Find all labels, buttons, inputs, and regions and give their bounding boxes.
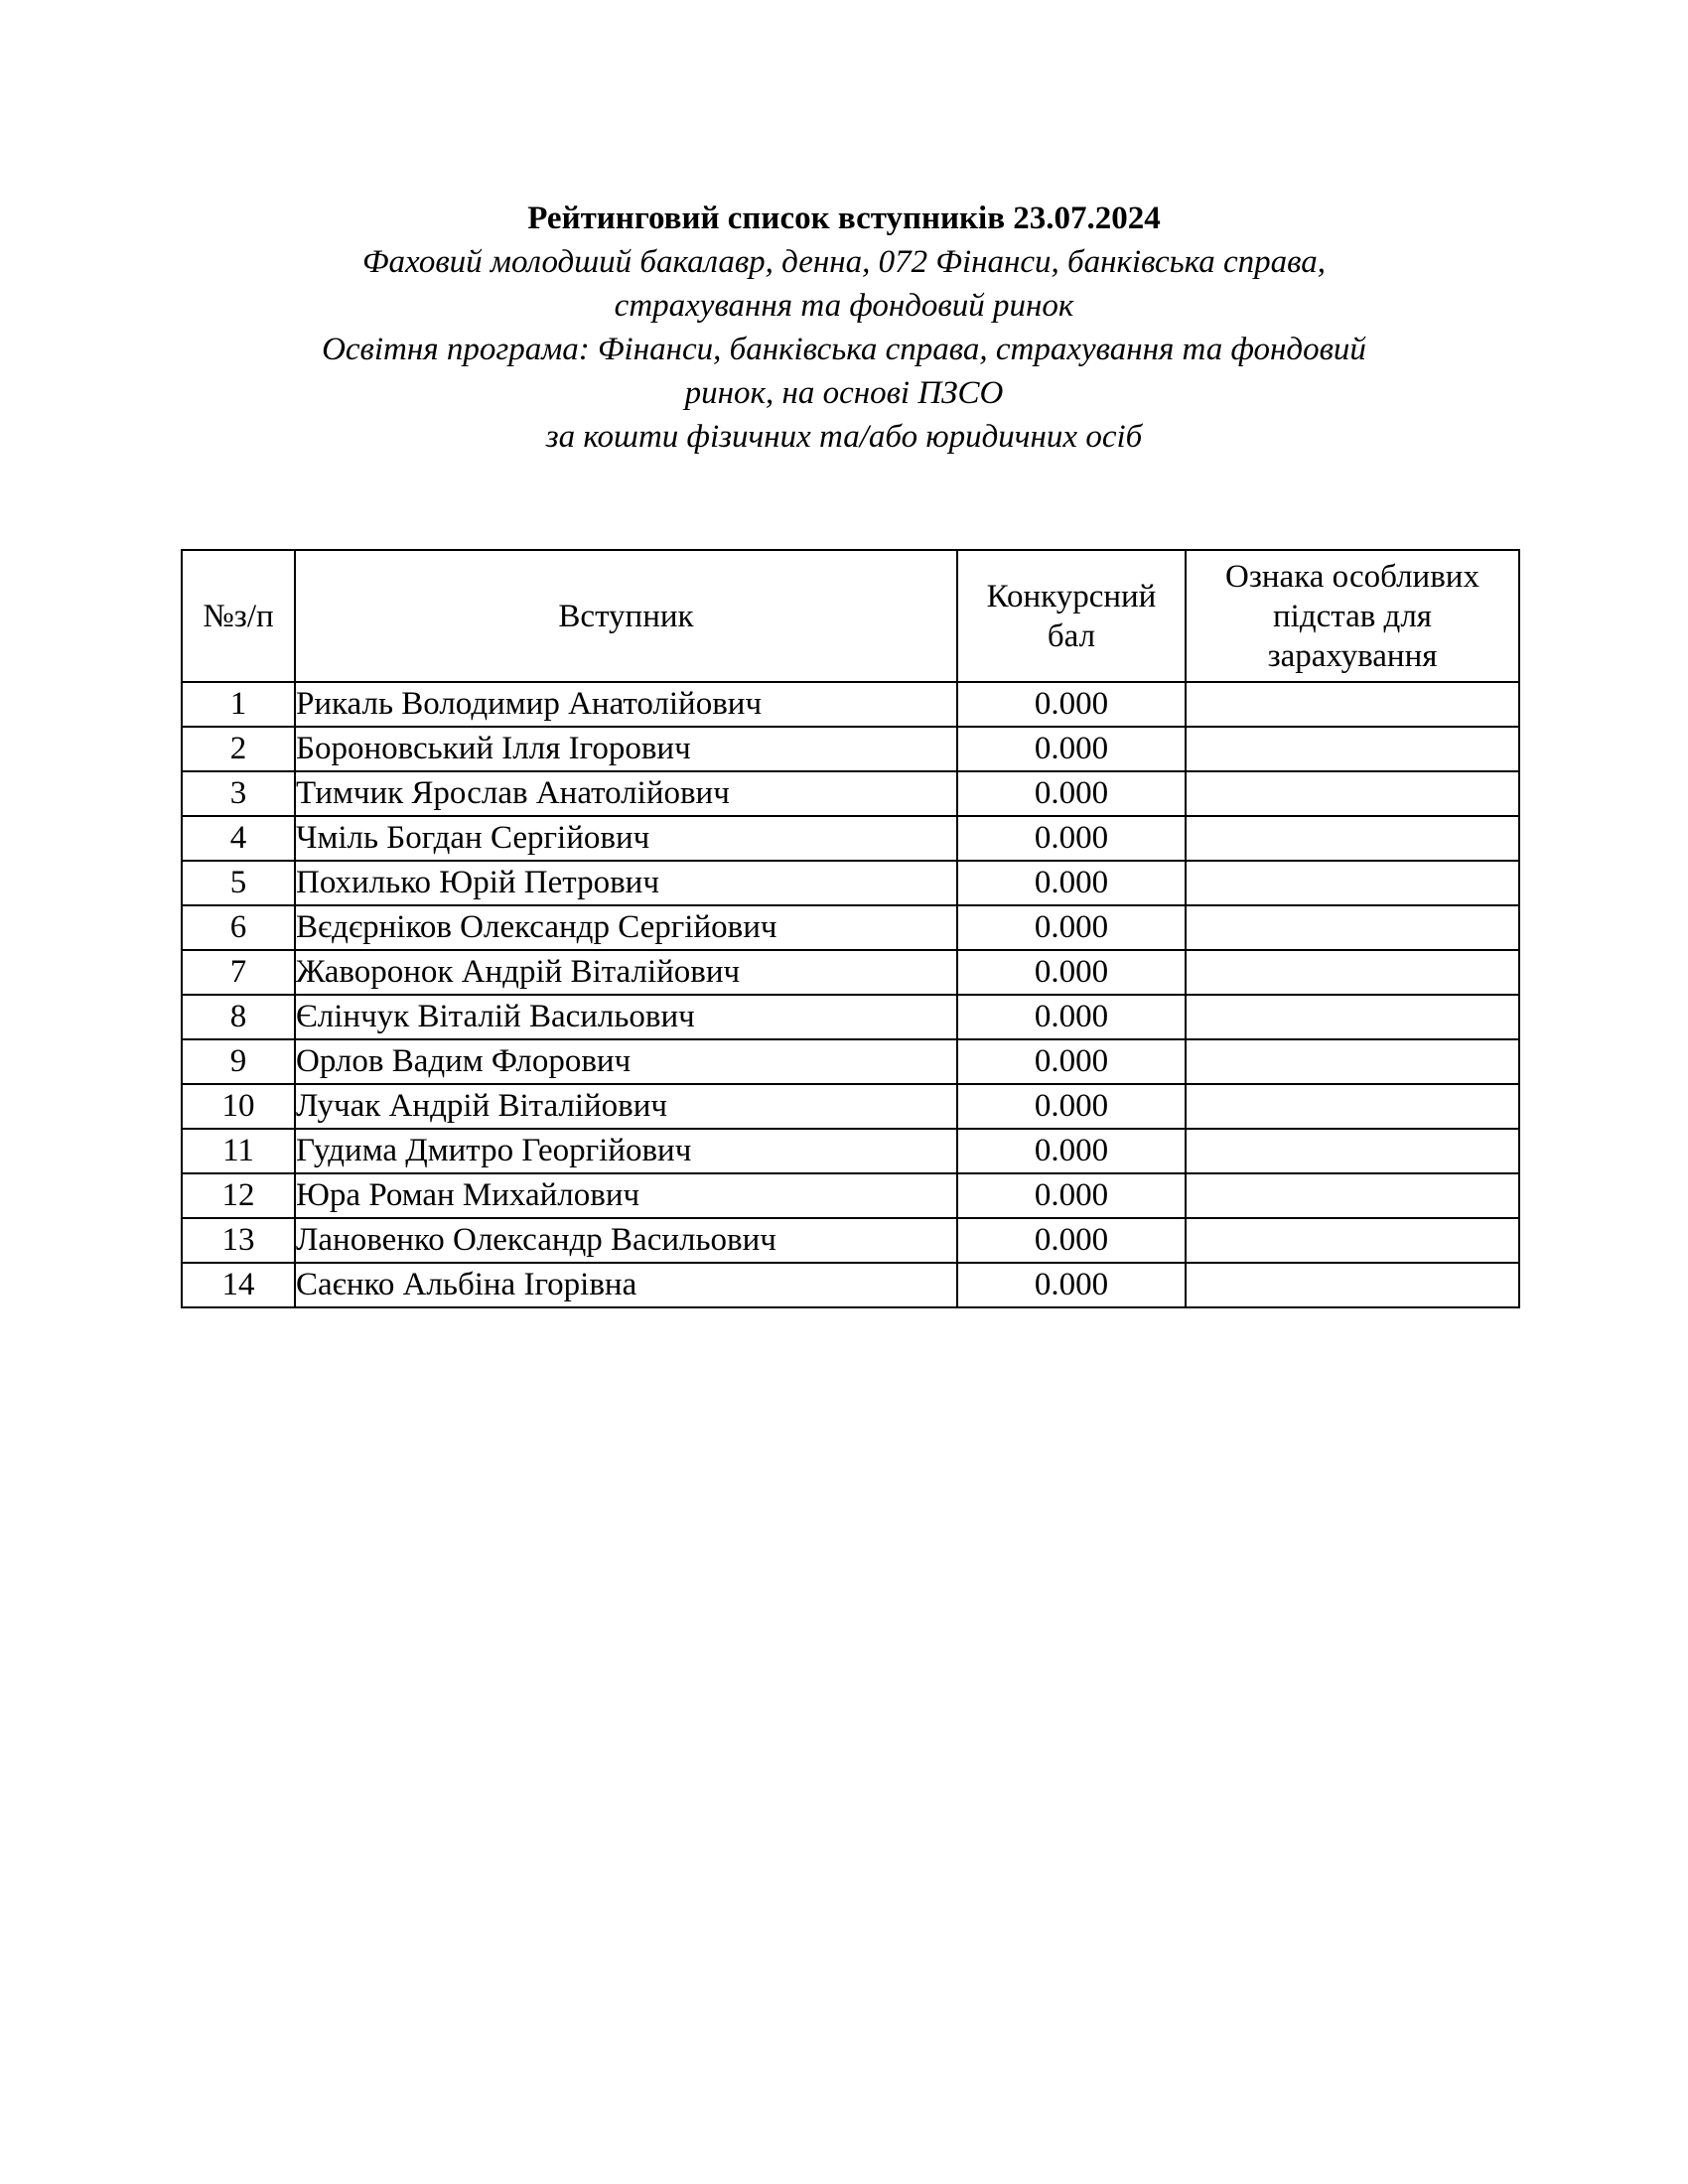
table-body [182, 682, 1519, 1307]
table-row [182, 861, 1519, 905]
special-grounds-mark [1186, 1218, 1519, 1263]
special-grounds-mark [1186, 682, 1519, 727]
header-score [957, 550, 1186, 682]
special-grounds-mark [1186, 950, 1519, 995]
row-number: 14 [182, 1263, 295, 1307]
applicant-name: Лучак Андрій Віталійович [295, 1084, 957, 1129]
table-row [182, 682, 1519, 727]
header-number [182, 550, 295, 682]
header-score-label: бал [1047, 617, 1096, 654]
competitive-score: 0.000 [957, 727, 1186, 771]
header-applicant-label: Вступник [558, 598, 694, 634]
table-header-row [182, 550, 1519, 682]
subtitle-line: ринок, на основі ПЗСО [684, 375, 1004, 411]
header-special-grounds-label: зарахування [1267, 637, 1438, 674]
special-grounds-mark [1186, 1129, 1519, 1173]
competitive-score: 0.000 [957, 950, 1186, 995]
competitive-score: 0.000 [957, 1218, 1186, 1263]
competitive-score: 0.000 [957, 1129, 1186, 1173]
row-number: 5 [182, 861, 295, 905]
header-score-label: Конкурсний [986, 578, 1157, 614]
table-row [182, 905, 1519, 950]
page-title: Рейтинговий список вступників 23.07.2024 [527, 201, 1161, 236]
applicant-name: Жаворонок Андрій Віталійович [295, 950, 957, 995]
competitive-score: 0.000 [957, 861, 1186, 905]
competitive-score: 0.000 [957, 1173, 1186, 1218]
subtitle-line: страхування та фондовий ринок [614, 288, 1074, 324]
header-special-grounds-label: підстав для [1272, 598, 1432, 634]
row-number: 3 [182, 771, 295, 816]
subtitle-line: Освітня програма: Фінанси, банківська справа, страхування та фондовий [322, 332, 1366, 367]
applicant-name: Похилько Юрій Петрович [295, 861, 957, 905]
competitive-score: 0.000 [957, 995, 1186, 1039]
header-special-grounds-label: Ознака особливих [1225, 558, 1479, 595]
subtitle-line: за кошти фізичних та/або юридичних осіб [545, 419, 1143, 455]
applicant-name: Орлов Вадим Флорович [295, 1039, 957, 1084]
competitive-score: 0.000 [957, 1263, 1186, 1307]
table-row [182, 1084, 1519, 1129]
competitive-score: 0.000 [957, 771, 1186, 816]
header-applicant [295, 550, 957, 682]
applicant-name: Лановенко Олександр Васильович [295, 1218, 957, 1263]
special-grounds-mark [1186, 1039, 1519, 1084]
applicant-name: Вєдєрніков Олександр Сергійович [295, 905, 957, 950]
row-number: 1 [182, 682, 295, 727]
document-header [0, 197, 1688, 459]
competitive-score: 0.000 [957, 682, 1186, 727]
competitive-score: 0.000 [957, 816, 1186, 861]
subtitle-line: Фаховий молодший бакалавр, денна, 072 Фінанси, банківська справа, [361, 244, 1327, 280]
header-number-label: №з/п [203, 598, 274, 634]
table-row [182, 1129, 1519, 1173]
table-row [182, 1218, 1519, 1263]
special-grounds-mark [1186, 1173, 1519, 1218]
special-grounds-mark [1186, 861, 1519, 905]
row-number: 7 [182, 950, 295, 995]
row-number: 12 [182, 1173, 295, 1218]
row-number: 2 [182, 727, 295, 771]
header-special-grounds [1186, 550, 1519, 682]
table-row [182, 816, 1519, 861]
applicant-name: Чміль Богдан Сергійович [295, 816, 957, 861]
table-row [182, 1173, 1519, 1218]
row-number: 4 [182, 816, 295, 861]
applicant-name: Гудима Дмитро Георгійович [295, 1129, 957, 1173]
ranking-table [181, 549, 1520, 1308]
applicant-name: Юра Роман Михайлович [295, 1173, 957, 1218]
special-grounds-mark [1186, 1263, 1519, 1307]
table-row [182, 995, 1519, 1039]
table-row [182, 727, 1519, 771]
special-grounds-mark [1186, 816, 1519, 861]
row-number: 8 [182, 995, 295, 1039]
row-number: 9 [182, 1039, 295, 1084]
special-grounds-mark [1186, 1084, 1519, 1129]
table-row [182, 1263, 1519, 1307]
applicant-name: Саєнко Альбіна Ігорівна [295, 1263, 957, 1307]
row-number: 13 [182, 1218, 295, 1263]
special-grounds-mark [1186, 995, 1519, 1039]
table-row [182, 1039, 1519, 1084]
row-number: 11 [182, 1129, 295, 1173]
applicant-name: Рикаль Володимир Анатолійович [295, 682, 957, 727]
special-grounds-mark [1186, 771, 1519, 816]
competitive-score: 0.000 [957, 1039, 1186, 1084]
competitive-score: 0.000 [957, 1084, 1186, 1129]
special-grounds-mark [1186, 905, 1519, 950]
special-grounds-mark [1186, 727, 1519, 771]
applicant-name: Бороновський Ілля Ігорович [295, 727, 957, 771]
row-number: 10 [182, 1084, 295, 1129]
table-row [182, 771, 1519, 816]
applicant-name: Єлінчук Віталій Васильович [295, 995, 957, 1039]
competitive-score: 0.000 [957, 905, 1186, 950]
applicant-name: Тимчик Ярослав Анатолійович [295, 771, 957, 816]
table-row [182, 950, 1519, 995]
row-number: 6 [182, 905, 295, 950]
